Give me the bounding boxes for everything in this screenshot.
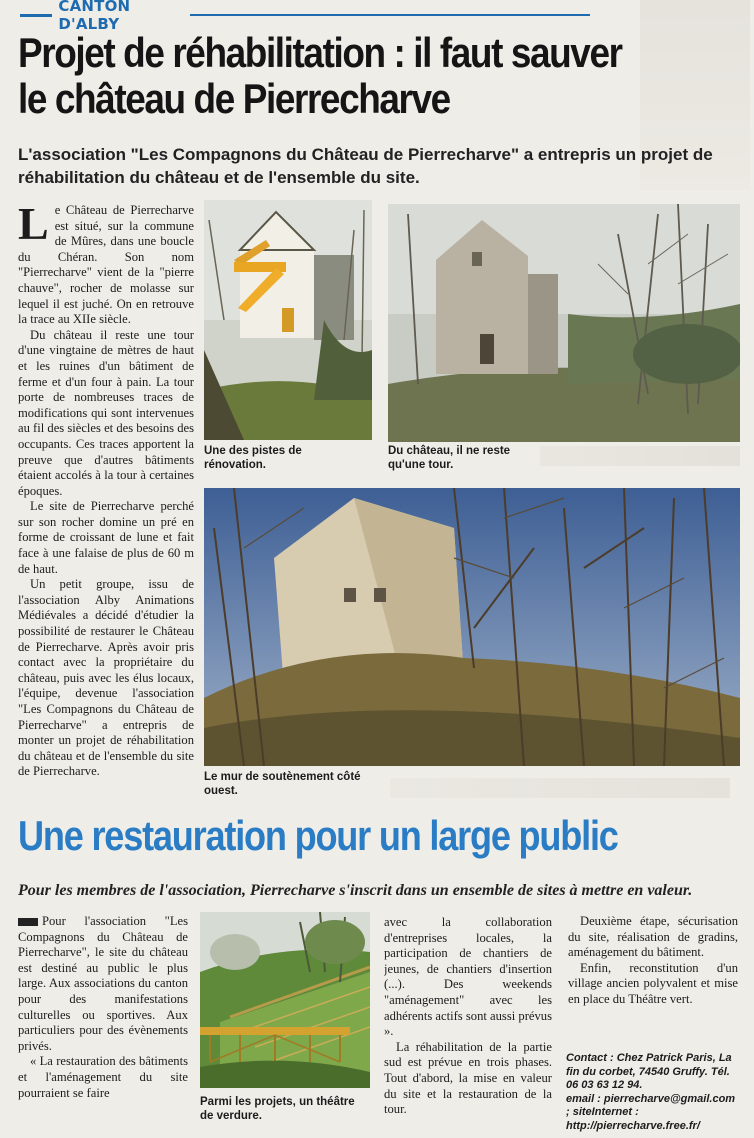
dropcap: L	[18, 203, 49, 249]
article1-paragraph-2: Du château il reste une tour d'une vingtaine de mètres de haut et les ruines d'un bâtiment de ferme et d'un four à pain. La tour porte de nombreuses traces de modifications qui sont intervenues au fil des siècles et des besoins des occupants. Ces traces apportent la preuve que d'autres bâtiments étaient accolés à la tour à certaines époques.	[18, 327, 194, 498]
caption-photo-2: Du château, il ne reste qu'une tour.	[388, 445, 511, 471]
article1-paragraph-3: Le site de Pierrecharve perché sur son rocher domine un pré en forme de croissant de lune et fait face à une falaise de plus de 60 m de haut.	[18, 499, 194, 576]
article2-column-1	[18, 914, 188, 1134]
photo-theatre	[200, 912, 370, 1088]
article1-paragraph-4: Un petit groupe, issu de l'association Alby Animations Médiévales a décidé d'étudier la possibilité de restaurer le Château de Pierrecharve. Après avoir pris contact avec la propriétaire du château, puis avec les élus locaux, l'équipe, devenue l'association "Les Compagnons du Château de Pierrecharve" a entrepris de monter un projet de réhabilitation du château et de l'ensemble du site de Pierrecharve.	[18, 577, 194, 779]
article2-column-3	[384, 915, 552, 1135]
lede: L'association "Les Compagnons du Château de Pierrecharve" a entrepris un projet de réhabilitation du château et de l'ensemble du site.	[18, 145, 713, 187]
article2-c1-paragraph-1: Pour l'association "Les Compagnons du Château de Pierrecharve", le site du château est destiné au public le plus large. Aux associations du canton pour des manifestations culturelles ou sportives. Aux particuliers pour des évènements privés.	[18, 914, 188, 1053]
bleed-fragment-2	[390, 778, 730, 798]
lead-square	[18, 918, 38, 926]
photo-renovation-tower	[204, 200, 372, 440]
article2-column-4	[568, 914, 738, 1054]
lede-2: Pour les membres de l'association, Pierrecharve s'inscrit dans un ensemble de sites à mettre en valeur.	[18, 882, 693, 899]
article2-c4-paragraph-1: Deuxième étape, sécurisation du site, réalisation de gradins, aménagement du bâtiment.	[568, 914, 738, 960]
headline: Projet de réhabilitation : il faut sauver le château de Pierrecharve	[18, 29, 622, 122]
section-rule	[20, 14, 52, 17]
article1-paragraph-1: e Château de Pierrecharve est situé, sur la commune de Mûres, dans une boucle du Chéran. Son nom "Pierrecharve" vient de la "pierre chauve", rocher de molasse sur lequel il est juché. On en retrouve la trace au XIIe siècle.	[18, 203, 194, 327]
top-rule	[190, 14, 590, 16]
article-column-1	[18, 203, 194, 803]
section-tag	[20, 0, 190, 33]
contact-address: Contact : Chez Patrick Paris, La fin du corbet, 74540 Gruffy. Tél. 06 03 63 12 94.	[566, 1052, 732, 1091]
photo-retaining-wall	[204, 488, 740, 766]
caption-photo-3: Le mur de soutènement côté ouest.	[204, 771, 361, 797]
contact-web: email : pierrecharve@gmail.com ; siteInternet : http://pierrecharve.free.fr/	[566, 1092, 736, 1132]
article2-c3-paragraph-1: avec la collaboration d'entreprises locales, la participation de chantiers de jeunes, de chantiers d'insertion (...). Des weekends "aménagement" avec les adhérents actifs sont aussi prévus ».	[384, 915, 552, 1039]
headline-2: Une restauration pour un large public	[18, 812, 618, 859]
caption-photo-4: Parmi les projets, un théâtre de verdure.	[200, 1096, 355, 1122]
contact-block	[566, 1052, 738, 1133]
article2-c1-paragraph-2: « La restauration des bâtiments et l'aménagement du site pourraient se faire	[18, 1054, 188, 1100]
bleed-fragment	[540, 446, 740, 466]
article2-c4-paragraph-2: Enfin, reconstitution d'un village ancien polyvalent et mise en place du Théâtre vert.	[568, 960, 738, 1006]
article2-c3-paragraph-2: La réhabilitation de la partie sud est prévue en trois phases. Tout d'abord, la mise en valeur du site et la restauration de la tour.	[384, 1039, 552, 1117]
photo-tower-fog	[388, 204, 740, 442]
section-label: CANTON D'ALBY	[58, 0, 131, 33]
caption-photo-1: Une des pistes de rénovation.	[204, 445, 302, 471]
